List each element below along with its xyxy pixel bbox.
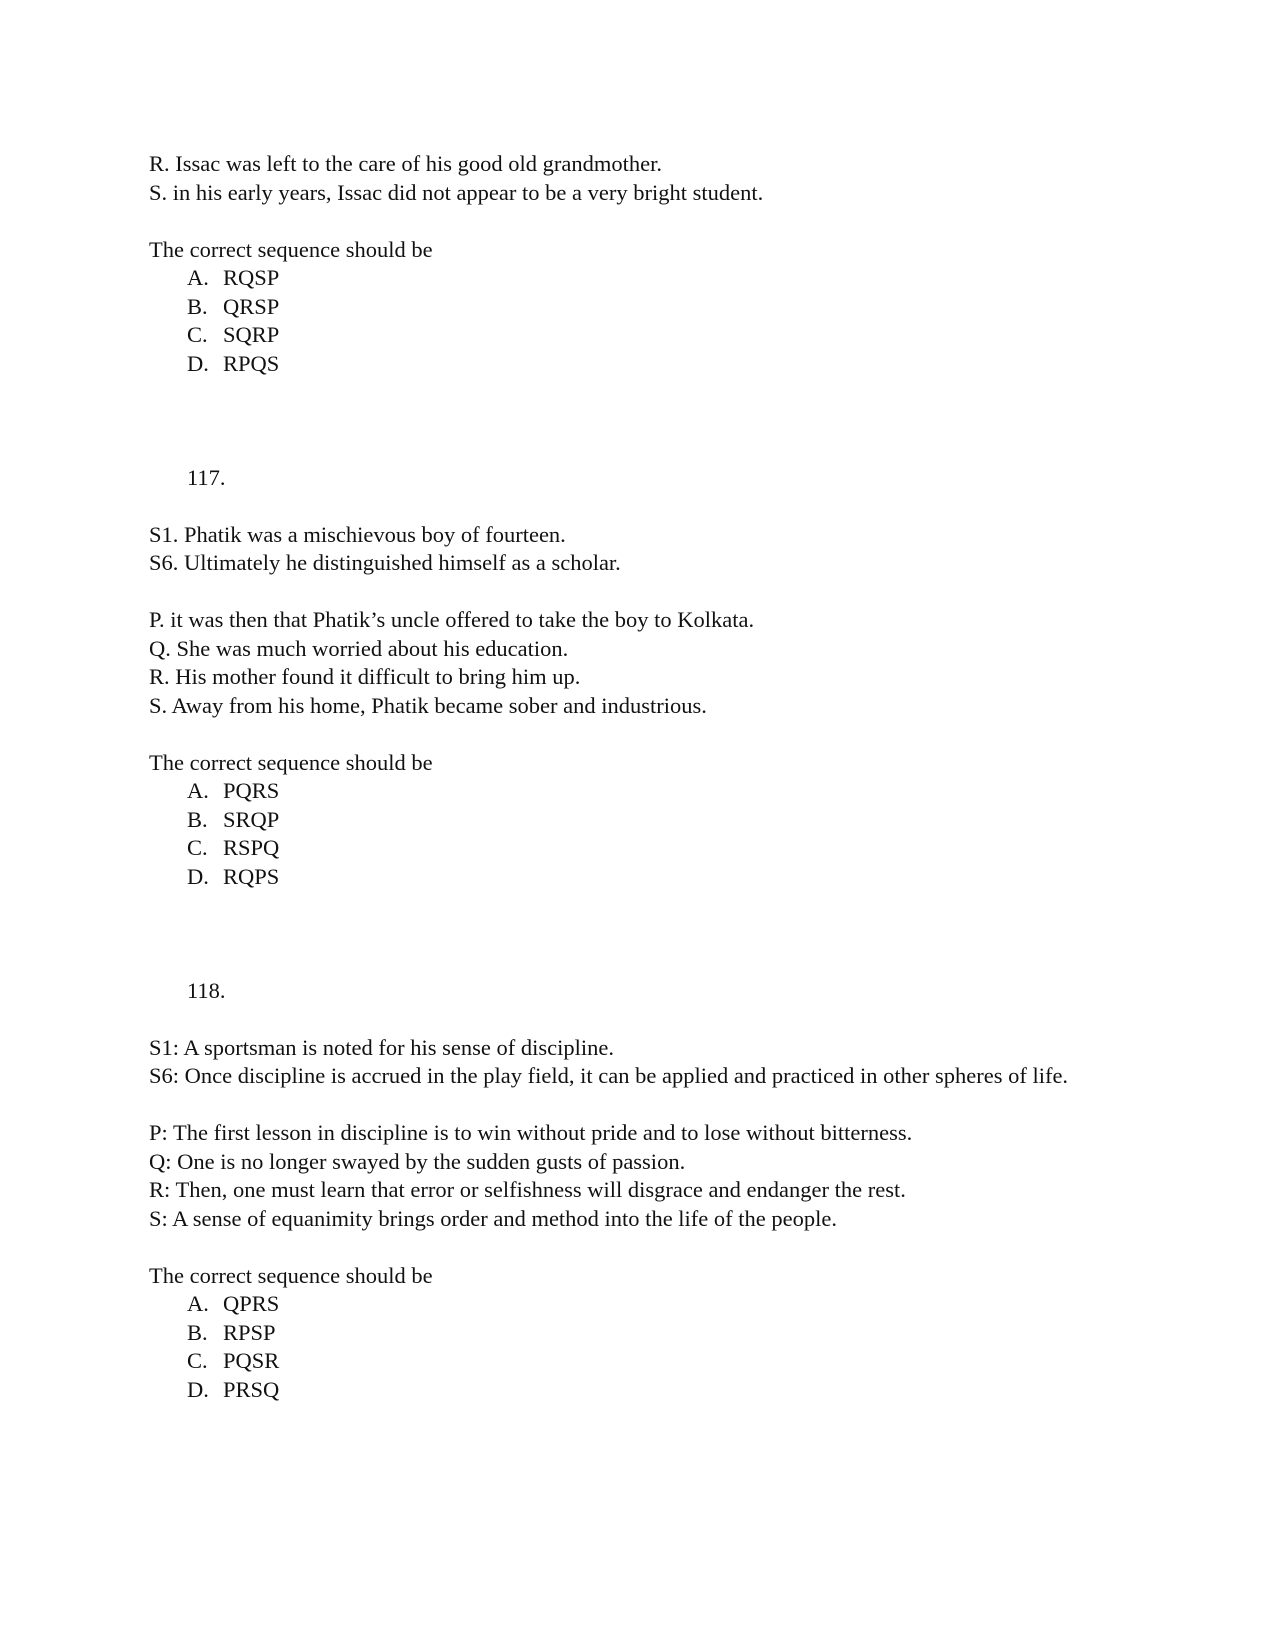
question-number: 118. [187, 977, 226, 1003]
given-s6: S6: Once discipline is accrued in the play field, it can be applied and practiced in other spheres of life. [149, 1063, 1069, 1088]
option-d: D. PRSQ [187, 1376, 280, 1402]
option-list [187, 777, 1109, 891]
given-s1: S1: A sportsman is noted for his sense of discipline. [149, 1034, 614, 1060]
option-c: C. SQRP [187, 322, 280, 347]
option-b: B. SRQP [187, 806, 280, 832]
question-118 [149, 977, 1109, 1405]
sentence-p: P. it was then that Phatik’s uncle offered to take the boy to Kolkata. [149, 607, 755, 632]
sentence-q: Q: One is no longer swayed by the sudden gusts of passion. [149, 1148, 686, 1174]
option-a: A. RQSP [187, 265, 280, 290]
sequence-prompt: The correct sequence should be [149, 749, 433, 775]
option-list [187, 1290, 1109, 1404]
option-b: B. QRSP [187, 293, 280, 319]
option-d: D. RPQS [187, 350, 280, 376]
given-s6: S6. Ultimately he distinguished himself as a scholar. [149, 550, 621, 575]
option-list [187, 264, 1109, 378]
sentence-s: S. Away from his home, Phatik became sober and industrious. [149, 692, 707, 718]
option-c: C. PQSR [187, 1348, 280, 1373]
sentence-r: R. Issac was left to the care of his good old grandmother. [149, 151, 662, 176]
question-number: 117. [187, 464, 226, 490]
sentence-s: S. in his early years, Issac did not appear to be a very bright student. [149, 179, 764, 205]
sentence-s: S: A sense of equanimity brings order and method into the life of the people. [149, 1205, 837, 1231]
sentence-p: P: The first lesson in discipline is to win without pride and to lose without bitterness. [149, 1120, 913, 1145]
sentence-r: R. His mother found it difficult to bring him up. [149, 664, 581, 689]
sentence-r: R: Then, one must learn that error or selfishness will disgrace and endanger the rest. [149, 1177, 906, 1202]
option-d: D. RQPS [187, 863, 280, 889]
prev-question [149, 150, 1109, 378]
option-c: C. RSPQ [187, 835, 280, 860]
question-117 [149, 464, 1109, 892]
sentence-q: Q. She was much worried about his education. [149, 635, 569, 661]
option-b: B. RPSP [187, 1319, 276, 1345]
option-a: A. QPRS [187, 1291, 280, 1316]
option-a: A. PQRS [187, 778, 280, 803]
given-s1: S1. Phatik was a mischievous boy of fourteen. [149, 521, 566, 547]
sequence-prompt: The correct sequence should be [149, 236, 433, 262]
document-page [149, 150, 1109, 1404]
sequence-prompt: The correct sequence should be [149, 1262, 433, 1288]
